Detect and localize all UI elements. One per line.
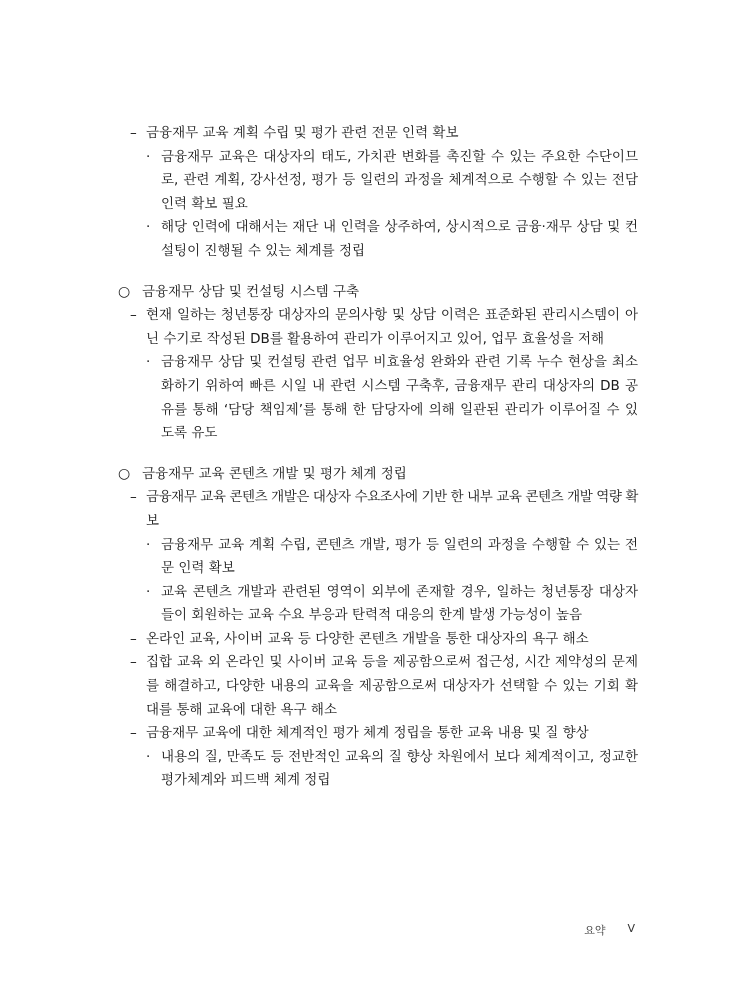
bullet-item [118,146,638,217]
footer-section-label: 요약 [584,924,606,937]
dash-marker: – [130,654,137,671]
bullet-item [118,534,638,581]
dash-item [118,486,638,533]
dot-marker: · [146,148,151,165]
dash-text: 금융재무 교육 계획 수립 및 평가 관련 전문 인력 확보 [146,125,459,141]
page-number: V [627,922,635,935]
dash-marker: – [130,307,137,324]
dash-text: 금융재무 교육에 대한 체계적인 평가 체계 정립을 통한 교육 내용 및 질 향상 [146,725,589,742]
head-marker: ○ [118,283,131,300]
dash-marker: – [130,489,137,506]
dot-marker: · [146,219,151,236]
dash-text: 온라인 교육, 사이버 교육 등 다양한 콘텐츠 개발을 통한 대상자의 욕구 해소 [146,630,589,647]
dot-marker: · [146,583,151,600]
head-text: 금융재무 상담 및 컨설팅 시스템 구축 [142,283,360,300]
dash-text: 집합 교육 외 온라인 및 사이버 교육 등을 제공함으로써 접근성, 시간 제약성의 문제를 해결하고, 다양한 내용의 교육을 제공함으로써 대상자가 선택할 수 있는 기회 확대를 통해 교육에 대한 욕구 해소 [146,654,638,718]
bullet-item [118,581,638,628]
dash-item [118,722,638,746]
dot-text: 금융재무 상담 및 컨설팅 관련 업무 비효율성 완화와 관련 기록 누수 현상을 최소화하기 위하여 빠른 시일 내 관련 시스템 구축후, 금융재무 관리 대상자의 DB 공유를 통해 ‘담당 책임제’를 통해 한 담당자에 의해 일관된 관리가 이루어질 수 있도록 유도 [161,354,638,442]
dash-marker: – [130,725,137,742]
section-3 [118,463,638,793]
dot-marker: · [146,536,151,553]
bullet-item [118,216,638,263]
dot-text: 교육 콘텐츠 개발과 관련된 영역이 외부에 존재할 경우, 일하는 청년통장 대상자들이 회원하는 교육 수요 부응과 탄력적 대응의 한계 발생 가능성이 높음 [161,583,638,624]
dash-text: 현재 일하는 청년통장 대상자의 문의사항 및 상담 이력은 표준화된 관리시스템이 아닌 수기로 작성된 DB를 활용하여 관리가 이루어지고 있어, 업무 효율성을 저해 [146,307,638,347]
section-1 [118,122,638,264]
document-body [118,122,638,793]
dot-text: 내용의 질, 만족도 등 전반적인 교육의 질 향상 차원에서 보다 체계적이고, 정교한 평가체계와 피드백 체계 정립 [161,748,638,789]
section-heading [118,281,638,305]
dash-text: 금융재무 교육 콘텐츠 개발은 대상자 수요조사에 기반 한 내부 교육 콘텐츠 개발 역량 확보 [146,489,638,529]
dash-item [118,122,638,146]
dash-marker: – [130,125,137,141]
head-text: 금융재무 교육 콘텐츠 개발 및 평가 체계 정립 [142,465,407,482]
head-marker: ○ [118,465,131,482]
dot-text: 금융재무 교육은 대상자의 태도, 가치관 변화를 촉진할 수 있는 주요한 수단이므로, 관련 계획, 강사선정, 평가 등 일련의 과정을 체계적으로 수행할 수 있는 전담인력 확보 필요 [161,148,638,212]
dash-item [118,304,638,351]
dot-text: 금융재무 교육 계획 수립, 콘텐츠 개발, 평가 등 일련의 과정을 수행할 수 있는 전문 인력 확보 [161,536,638,577]
dash-item [118,628,638,652]
dash-item [118,651,638,722]
bullet-item [118,351,638,445]
dot-marker: · [146,748,151,765]
dash-marker: – [130,630,137,647]
section-heading [118,463,638,487]
dot-text: 해당 인력에 대해서는 재단 내 인력을 상주하여, 상시적으로 금융·재무 상담 및 컨설팅이 진행될 수 있는 체계를 정립 [161,219,638,259]
dot-marker: · [146,354,151,371]
page-footer [584,922,635,938]
bullet-item [118,746,638,793]
section-2 [118,281,638,446]
